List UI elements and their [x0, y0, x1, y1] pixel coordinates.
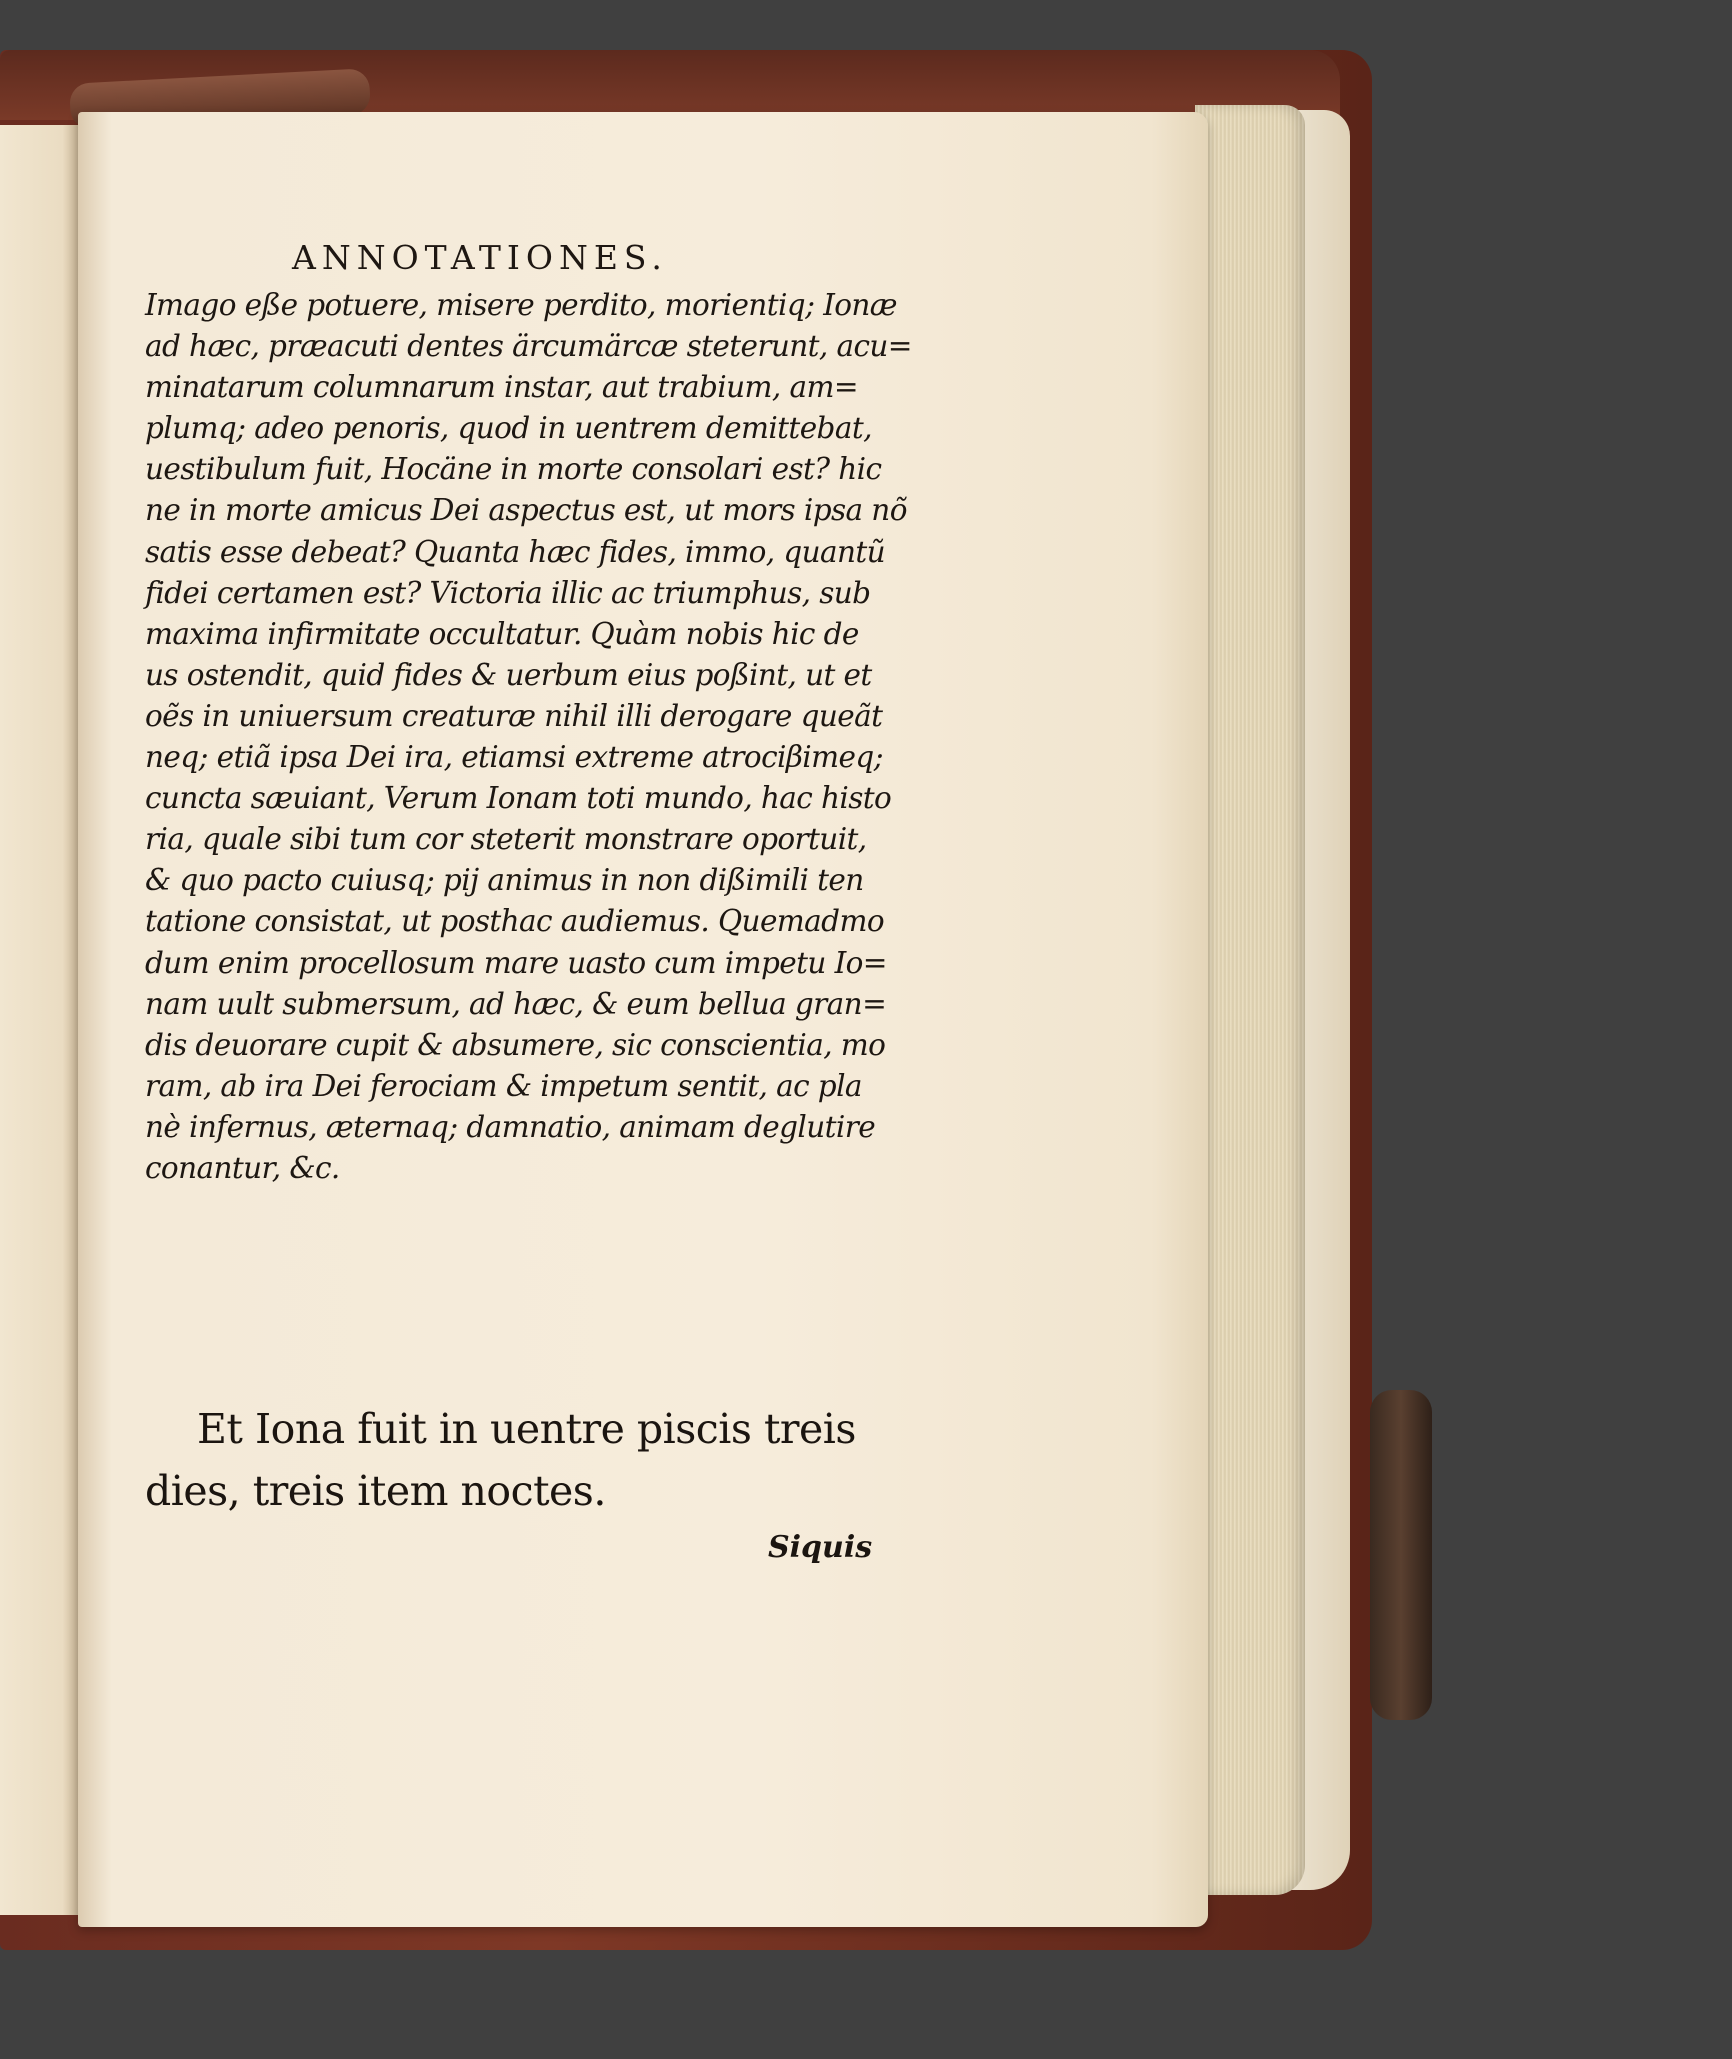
text-line: oẽs in uniuersum creaturæ nihil illi derogare queãt [145, 698, 883, 733]
catchword: Siquis [768, 1530, 873, 1565]
text-line: tatione consistat, ut posthac audiemus. Quemadmo [145, 904, 884, 939]
text-line: neq; etiã ipsa Dei ira, etiamsi extreme atrociβimeq; [145, 740, 883, 775]
text-line: Imago eße potuere, misere perdito, morientiq; Ionæ [145, 288, 897, 322]
text-line: fidei certamen est? Victoria illic ac triumphus, sub [145, 575, 871, 610]
heading-line: Et Iona fuit in uentre piscis treis [197, 1405, 856, 1453]
text-line: us ostendit, quid fides & uerbum eius poßint, ut et [145, 657, 872, 692]
text-line: ram, ab ira Dei ferociam & impetum sentit, ac pla [145, 1068, 862, 1103]
text-line: conantur, &c. [145, 1150, 340, 1185]
clasp [1370, 1390, 1432, 1720]
page-edges [1195, 105, 1305, 1895]
text-line: ria, quale sibi tum cor steterit monstrare oportuit, [145, 822, 867, 857]
text-line: satis esse debeat? Quanta hæc fides, immo, quantũ [145, 534, 886, 569]
left-page-edge [0, 125, 78, 1915]
text-line: ne in morte amicus Dei aspectus est, ut mors ipsa nõ [145, 493, 907, 528]
text-line: uestibulum fuit, Hocäne in morte consolari est? hic [145, 452, 882, 487]
heading-line: dies, treis item noctes. [145, 1467, 606, 1515]
text-line: dum enim procellosum mare uasto cum impetu Io= [145, 945, 887, 980]
text-line: & quo pacto cuiusq; pij animus in non dißimili ten [145, 863, 864, 898]
text-line: plumq; adeo penoris, quod in uentrem demittebat, [145, 411, 872, 446]
text-line: minatarum columnarum instar, aut trabium, am= [145, 370, 858, 405]
text-line: maxima infirmitate occultatur. Quàm nobis hic de [145, 616, 859, 651]
text-line: ad hæc, præacuti dentes ärcumärcæ steterunt, acu= [145, 329, 912, 364]
text-line: dis deuorare cupit & absumere, sic conscientia, mo [145, 1027, 886, 1062]
text-line: nè infernus, æternaq; damnatio, animam deglutire [145, 1109, 876, 1144]
running-head: ANNOTATIONES. [292, 238, 668, 277]
text-line: nam uult submersum, ad hæc, & eum bellua gran= [145, 986, 887, 1021]
body-text [145, 285, 912, 1189]
text-line: cuncta sæuiant, Verum Ionam toti mundo, hac histo [145, 781, 892, 816]
section-heading [145, 1398, 890, 1522]
